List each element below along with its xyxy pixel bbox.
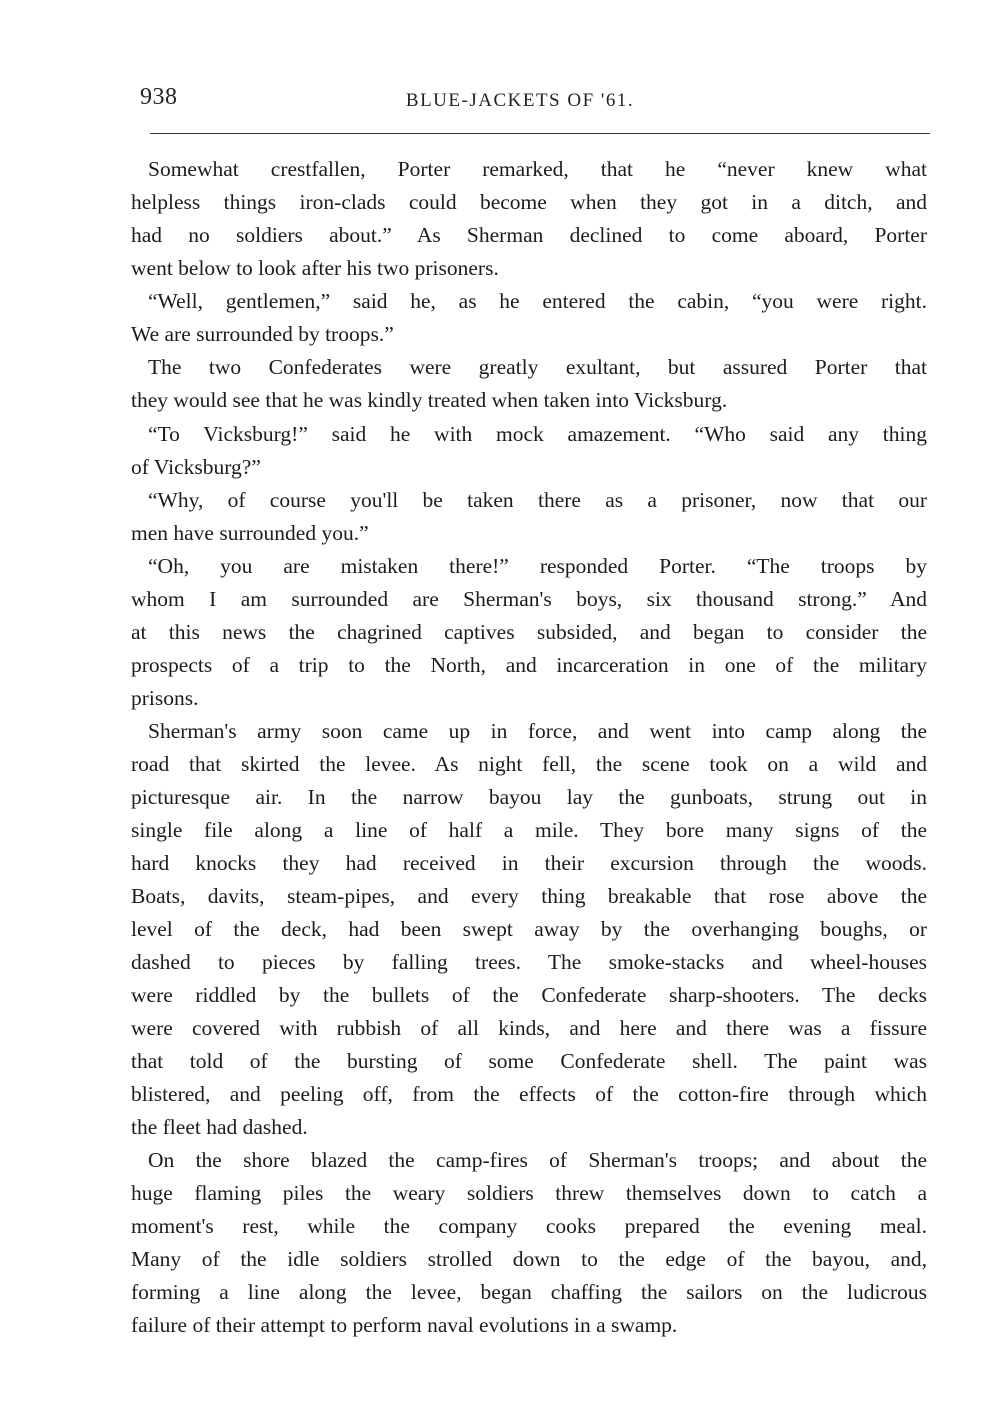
paragraph-line: road that skirted the levee. As night fell, the scene took on a wild and	[131, 752, 927, 776]
paragraph-line: men have surrounded you.”	[131, 521, 369, 545]
paragraph-line: had no soldiers about.” As Sherman declined to come aboard, Porter	[131, 223, 927, 247]
paragraph-line: hard knocks they had received in their excursion through the woods.	[131, 851, 927, 875]
paragraph-line: forming a line along the levee, began chaffing the sailors on the ludicrous	[131, 1280, 927, 1304]
paragraph-line: were covered with rubbish of all kinds, and here and there was a fissure	[131, 1016, 927, 1040]
page-number: 938	[140, 84, 178, 110]
paragraph-line: “Why, of course you'll be taken there as a prisoner, now that our	[148, 488, 927, 512]
paragraph-line: helpless things iron-clads could become when they got in a ditch, and	[131, 190, 927, 214]
paragraph-line: of Vicksburg?”	[131, 455, 261, 479]
paragraph-line: prospects of a trip to the North, and incarceration in one of the military	[131, 653, 927, 677]
header-rule	[150, 133, 930, 134]
paragraph-line: “To Vicksburg!” said he with mock amazement. “Who said any thing	[148, 422, 927, 446]
paragraph-line: that told of the bursting of some Confederate shell. The paint was	[131, 1049, 927, 1073]
paragraph-line: single file along a line of half a mile. They bore many signs of the	[131, 818, 927, 842]
paragraph-line: were riddled by the bullets of the Confederate sharp-shooters. The decks	[131, 983, 927, 1007]
paragraph-line: picturesque air. In the narrow bayou lay the gunboats, strung out in	[131, 785, 927, 809]
paragraph-line: Many of the idle soldiers strolled down to the edge of the bayou, and,	[131, 1247, 927, 1271]
paragraph-line: at this news the chagrined captives subsided, and began to consider the	[131, 620, 927, 644]
paragraph-line: level of the deck, had been swept away by the overhanging boughs, or	[131, 917, 927, 941]
paragraph-line: prisons.	[131, 686, 199, 710]
paragraph-line: Sherman's army soon came up in force, and went into camp along the	[148, 719, 927, 743]
paragraph-line: “Well, gentlemen,” said he, as he entered the cabin, “you were right.	[148, 289, 927, 313]
paragraph-line: “Oh, you are mistaken there!” responded Porter. “The troops by	[148, 554, 927, 578]
paragraph-line: moment's rest, while the company cooks prepared the evening meal.	[131, 1214, 927, 1238]
paragraph-line: We are surrounded by troops.”	[131, 322, 394, 346]
paragraph-line: huge flaming piles the weary soldiers threw themselves down to catch a	[131, 1181, 927, 1205]
running-title: BLUE-JACKETS OF '61.	[405, 90, 635, 111]
paragraph-line: whom I am surrounded are Sherman's boys, six thousand strong.” And	[131, 587, 927, 611]
paragraph-line: they would see that he was kindly treated when taken into Vicksburg.	[131, 388, 728, 412]
paragraph-line: The two Confederates were greatly exultant, but assured Porter that	[148, 355, 927, 379]
paragraph-line: went below to look after his two prisoners.	[131, 256, 499, 280]
paragraph-line: the fleet had dashed.	[131, 1115, 308, 1139]
paragraph-line: failure of their attempt to perform naval evolutions in a swamp.	[131, 1313, 678, 1337]
paragraph-line: dashed to pieces by falling trees. The smoke-stacks and wheel-houses	[131, 950, 927, 974]
paragraph-line: Boats, davits, steam-pipes, and every thing breakable that rose above the	[131, 884, 927, 908]
paragraph-line: Somewhat crestfallen, Porter remarked, that he “never knew what	[148, 157, 927, 181]
paragraph-line: On the shore blazed the camp-fires of Sherman's troops; and about the	[148, 1148, 927, 1172]
paragraph-line: blistered, and peeling off, from the effects of the cotton-fire through which	[131, 1082, 927, 1106]
